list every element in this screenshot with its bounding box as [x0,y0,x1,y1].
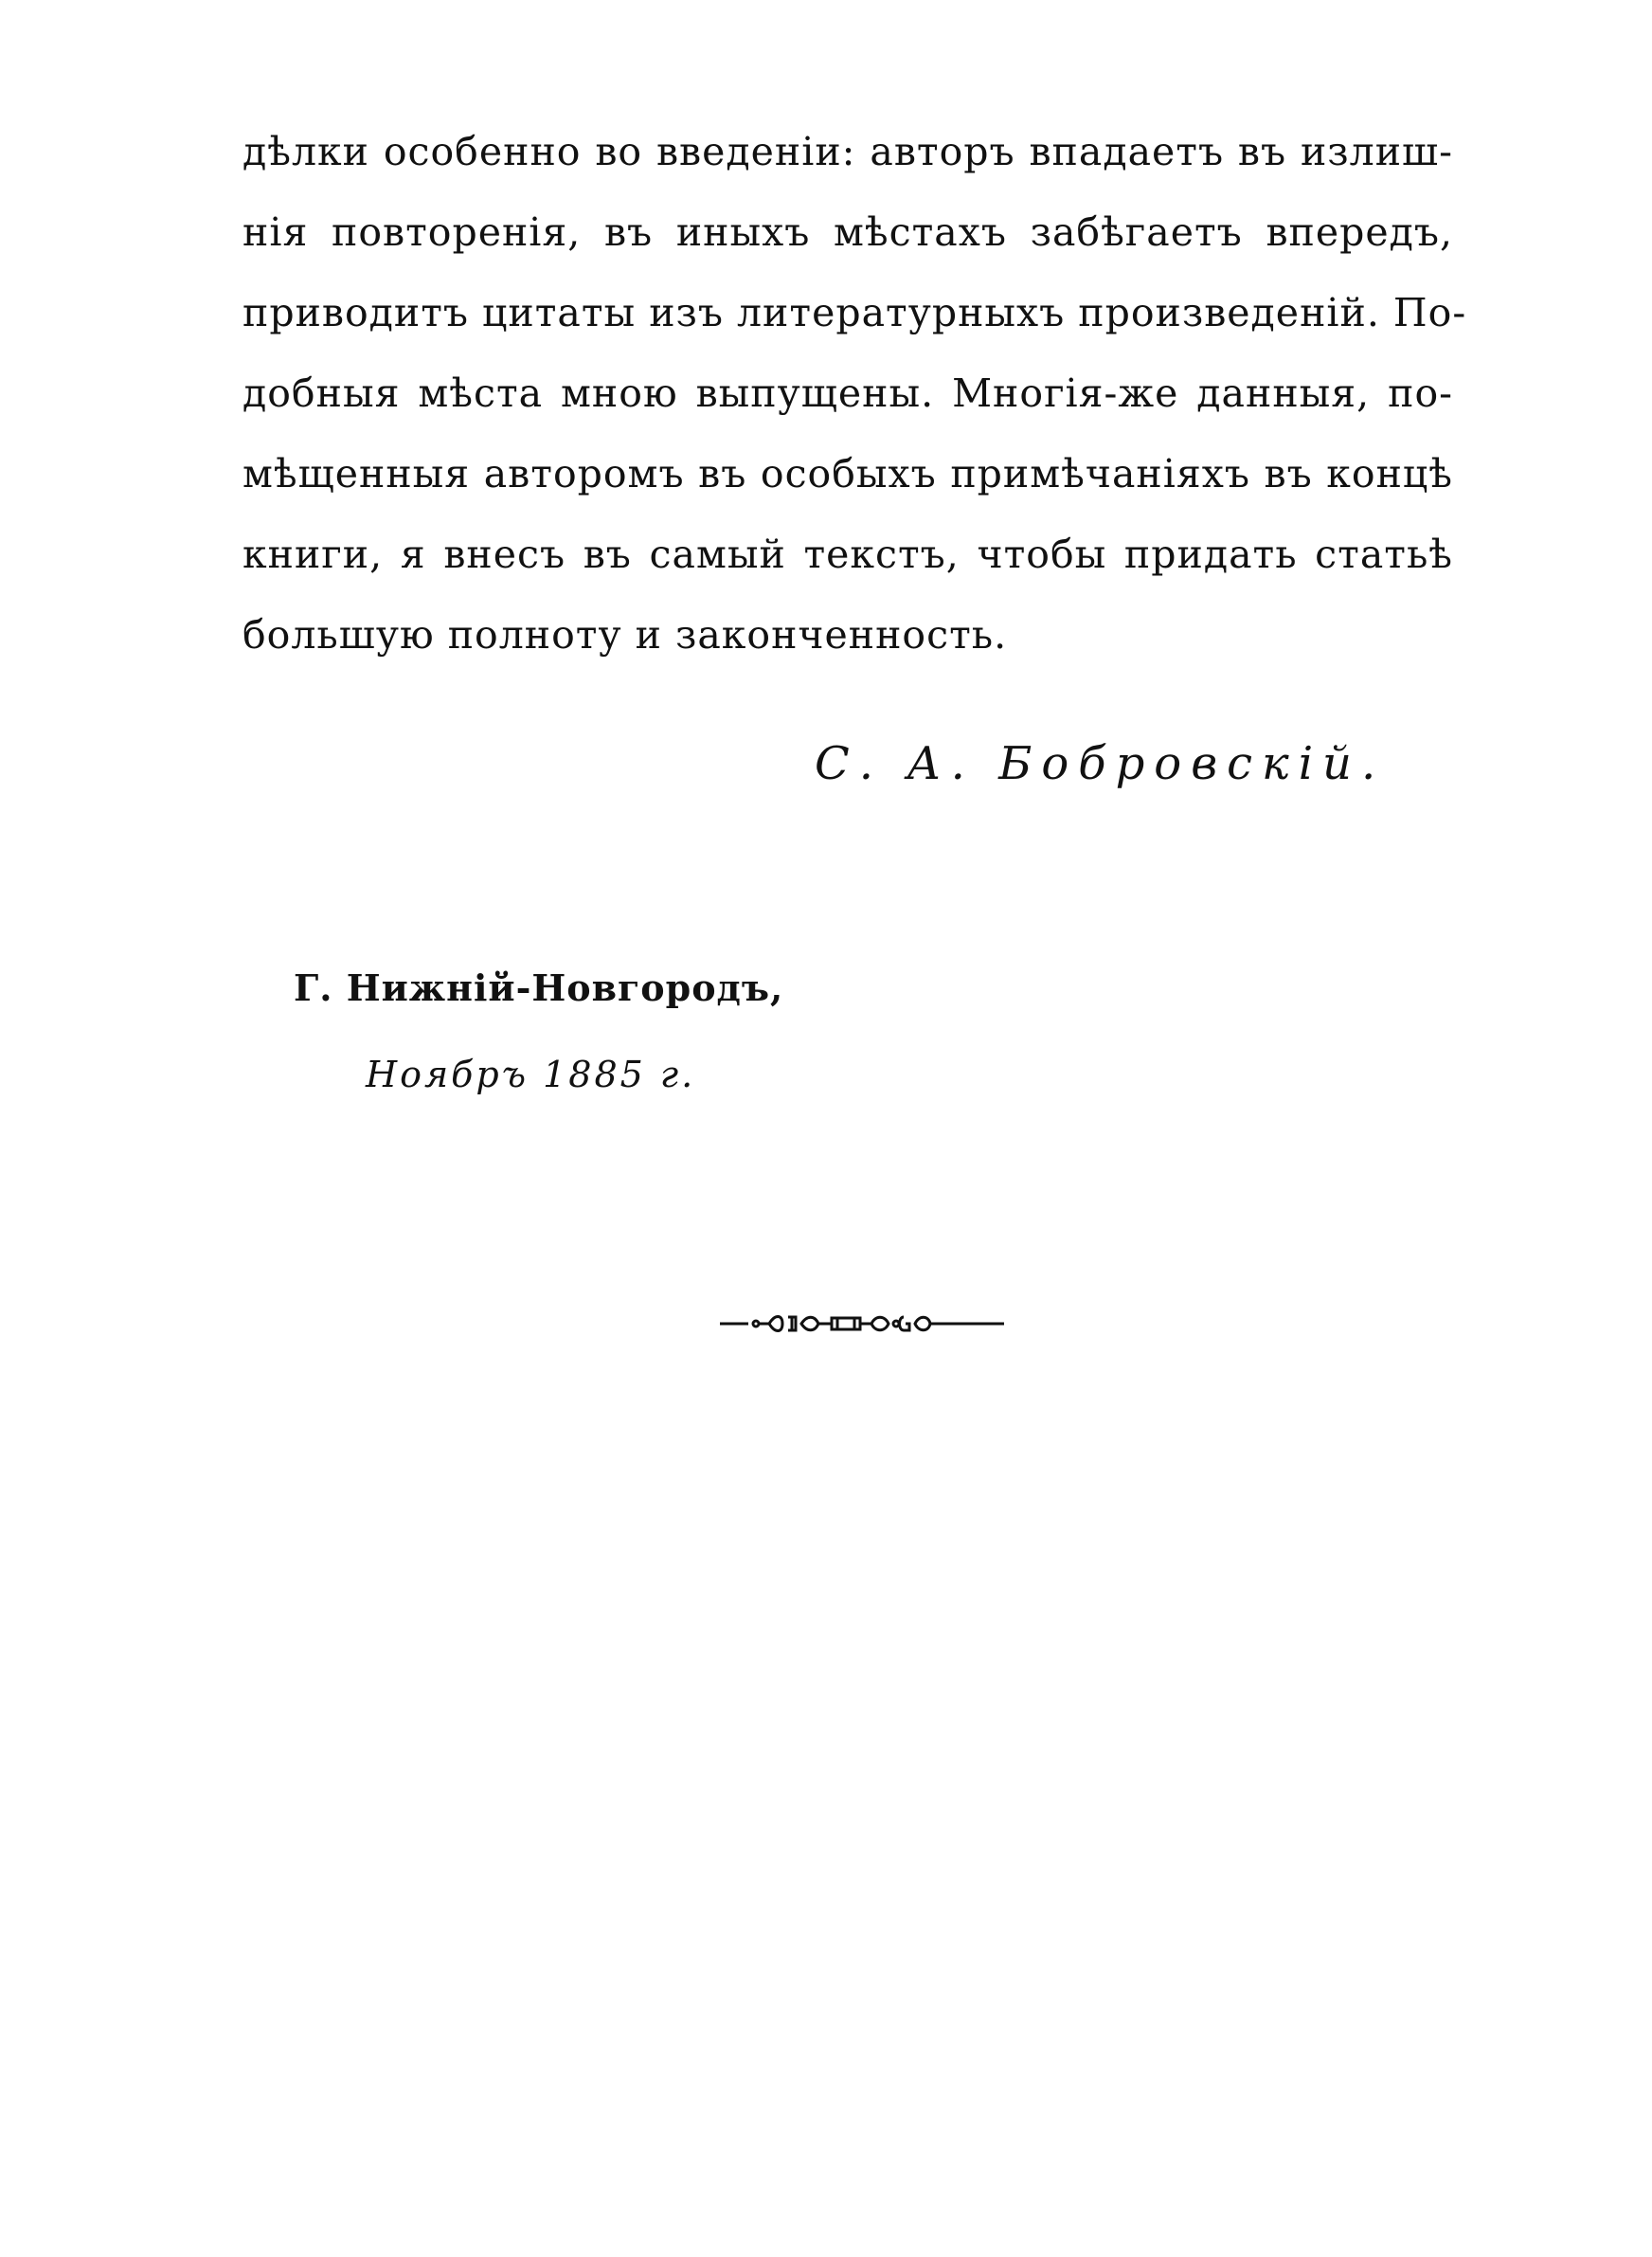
paragraph-line: дѣлки особенно во введенiи: авторъ впадаетъ въ излиш- [242,129,1453,174]
date-line: Ноябръ 1885 г. [366,1054,696,1095]
paragraph-line: большую полноту и законченность. [242,612,1008,658]
place-line: Г. Нижнiй-Новгородъ, [294,966,784,1009]
author-signature: С. А. Бобровскiй. [815,737,1386,790]
paragraph-line: книги, я внесъ въ самый текстъ, чтобы придать статьѣ [242,532,1453,577]
paragraph-line: добныя мѣста мною выпущены. Многiя-же данныя, по- [242,370,1453,416]
decorative-flourish-icon [720,1309,1004,1338]
preface-paragraph [242,112,1467,676]
paragraph-line: приводитъ цитаты изъ литературныхъ произведенiй. По- [242,290,1467,335]
paragraph-line: нiя повторенiя, въ иныхъ мѣстахъ забѣгаетъ впередъ, [242,209,1453,255]
paragraph-line: мѣщенныя авторомъ въ особыхъ примѣчанiяхъ въ концѣ [242,451,1453,497]
